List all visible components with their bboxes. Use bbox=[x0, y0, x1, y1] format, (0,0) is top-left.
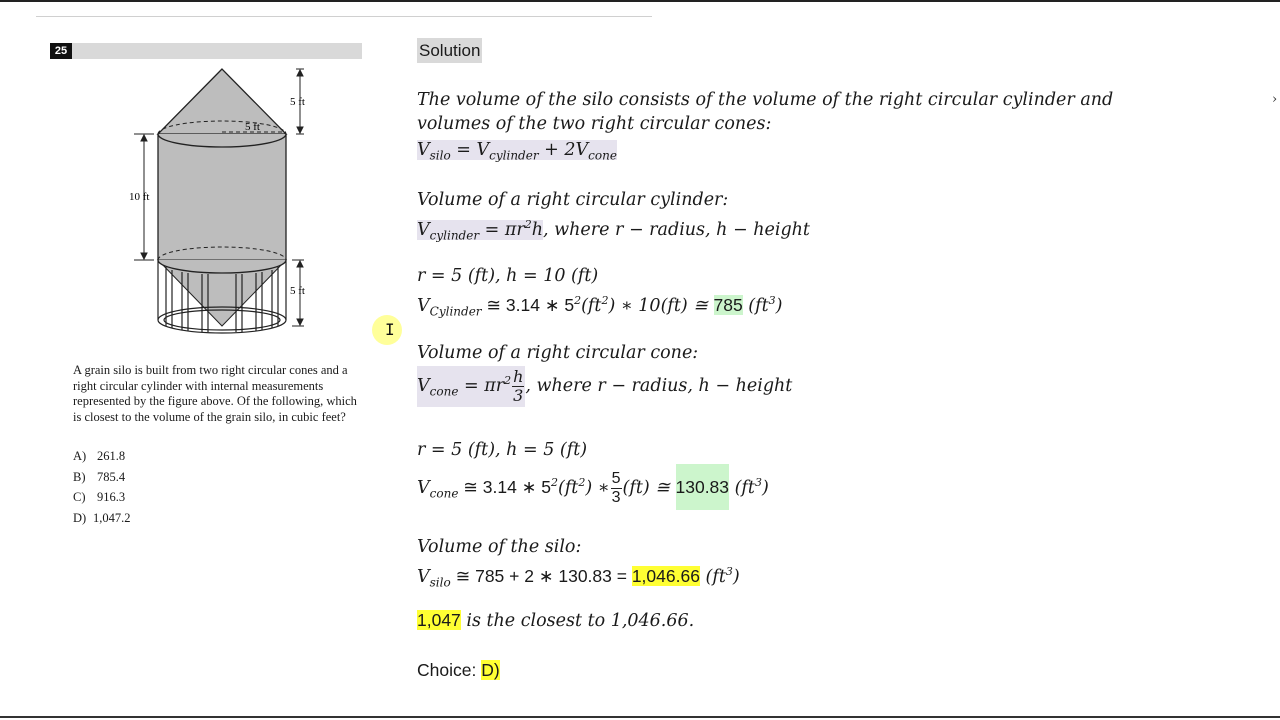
choice-d[interactable]: D) 1,047.2 bbox=[73, 511, 131, 525]
cylinder-result: 785 bbox=[713, 294, 743, 315]
choice-c[interactable]: C) 916.3 bbox=[73, 490, 126, 504]
cone-calculation: $V_{cone}$ ≅ 3.14 ∗ $5^2(ft^2)$ ∗ $\frac{5}{3}$ (ft) ≅ 130.83 $(ft^3)$ bbox=[417, 464, 769, 510]
question-number: 25 bbox=[50, 43, 72, 59]
cone-heading: Volume of a right circular cone: bbox=[417, 343, 699, 363]
silo-heading: Volume of the silo: bbox=[417, 537, 582, 557]
cone-formula: $V_{cone} = \pi r^2$ $\frac{h}{3}$ , where r − radius, h − height bbox=[417, 367, 793, 405]
edge-mark-icon: › bbox=[1272, 92, 1278, 107]
choice-line: Choice: D) bbox=[417, 660, 500, 680]
question-text: A grain silo is built from two right circular cones and a right circular cylinder with internal measurements represented by the figure above. Of the following, which is closest to the volume of the grain silo, in cubic feet? bbox=[73, 363, 357, 424]
silo-diagram bbox=[120, 64, 330, 339]
text-cursor-icon: I bbox=[385, 320, 395, 339]
cone-given: r = 5 (ft), h = 5 (ft) bbox=[417, 440, 588, 460]
cylinder-heading: Volume of a right circular cylinder: bbox=[417, 190, 729, 210]
header-rule bbox=[36, 16, 652, 17]
label-cylinder-height: 10 ft bbox=[129, 191, 150, 203]
cylinder-calculation: $V_{Cylinder}$ ≅ 3.14 ∗ $5^2(ft^2)$ ∗ 10(ft) ≅ 785 $(ft^3)$ bbox=[417, 294, 783, 319]
choice-a[interactable]: A) 261.8 bbox=[73, 449, 126, 463]
intro-line-1: The volume of the silo consists of the volume of the right circular cylinder and bbox=[417, 90, 1114, 110]
label-cone-top-height: 5 ft bbox=[290, 96, 305, 108]
top-border bbox=[0, 0, 1280, 2]
question-header-bar bbox=[50, 43, 362, 59]
cylinder-formula: $V_{cylinder} = \pi r^2h$, where r − radius, h − height bbox=[417, 218, 810, 243]
cylinder-body bbox=[158, 134, 286, 260]
choice-b[interactable]: B) 785.4 bbox=[73, 470, 126, 484]
silo-formula: $V_{silo} = V_{cylinder} + 2V_{cone}$ bbox=[417, 140, 617, 163]
cylinder-given: r = 5 (ft), h = 10 (ft) bbox=[417, 266, 599, 286]
label-radius: 5 ft bbox=[245, 121, 260, 133]
solution-title: Solution bbox=[417, 38, 482, 63]
label-cone-bottom-height: 5 ft bbox=[290, 285, 305, 297]
silo-figure bbox=[120, 64, 330, 343]
silo-calculation: $V_{silo}$ ≅ 785 + 2 ∗ 130.83 = 1,046.66 $(ft^3)$ bbox=[417, 565, 740, 590]
silo-result: 1,046.66 bbox=[631, 565, 700, 586]
closest-line: 1,047 is the closest to 1,046.66. bbox=[417, 610, 695, 631]
choice-answer: D) bbox=[481, 660, 500, 680]
bottom-border bbox=[0, 716, 1280, 718]
intro-line-2: volumes of the two right circular cones: bbox=[417, 114, 772, 134]
cone-result: 130.83 bbox=[676, 464, 730, 510]
closest-value: 1,047 bbox=[417, 610, 461, 630]
